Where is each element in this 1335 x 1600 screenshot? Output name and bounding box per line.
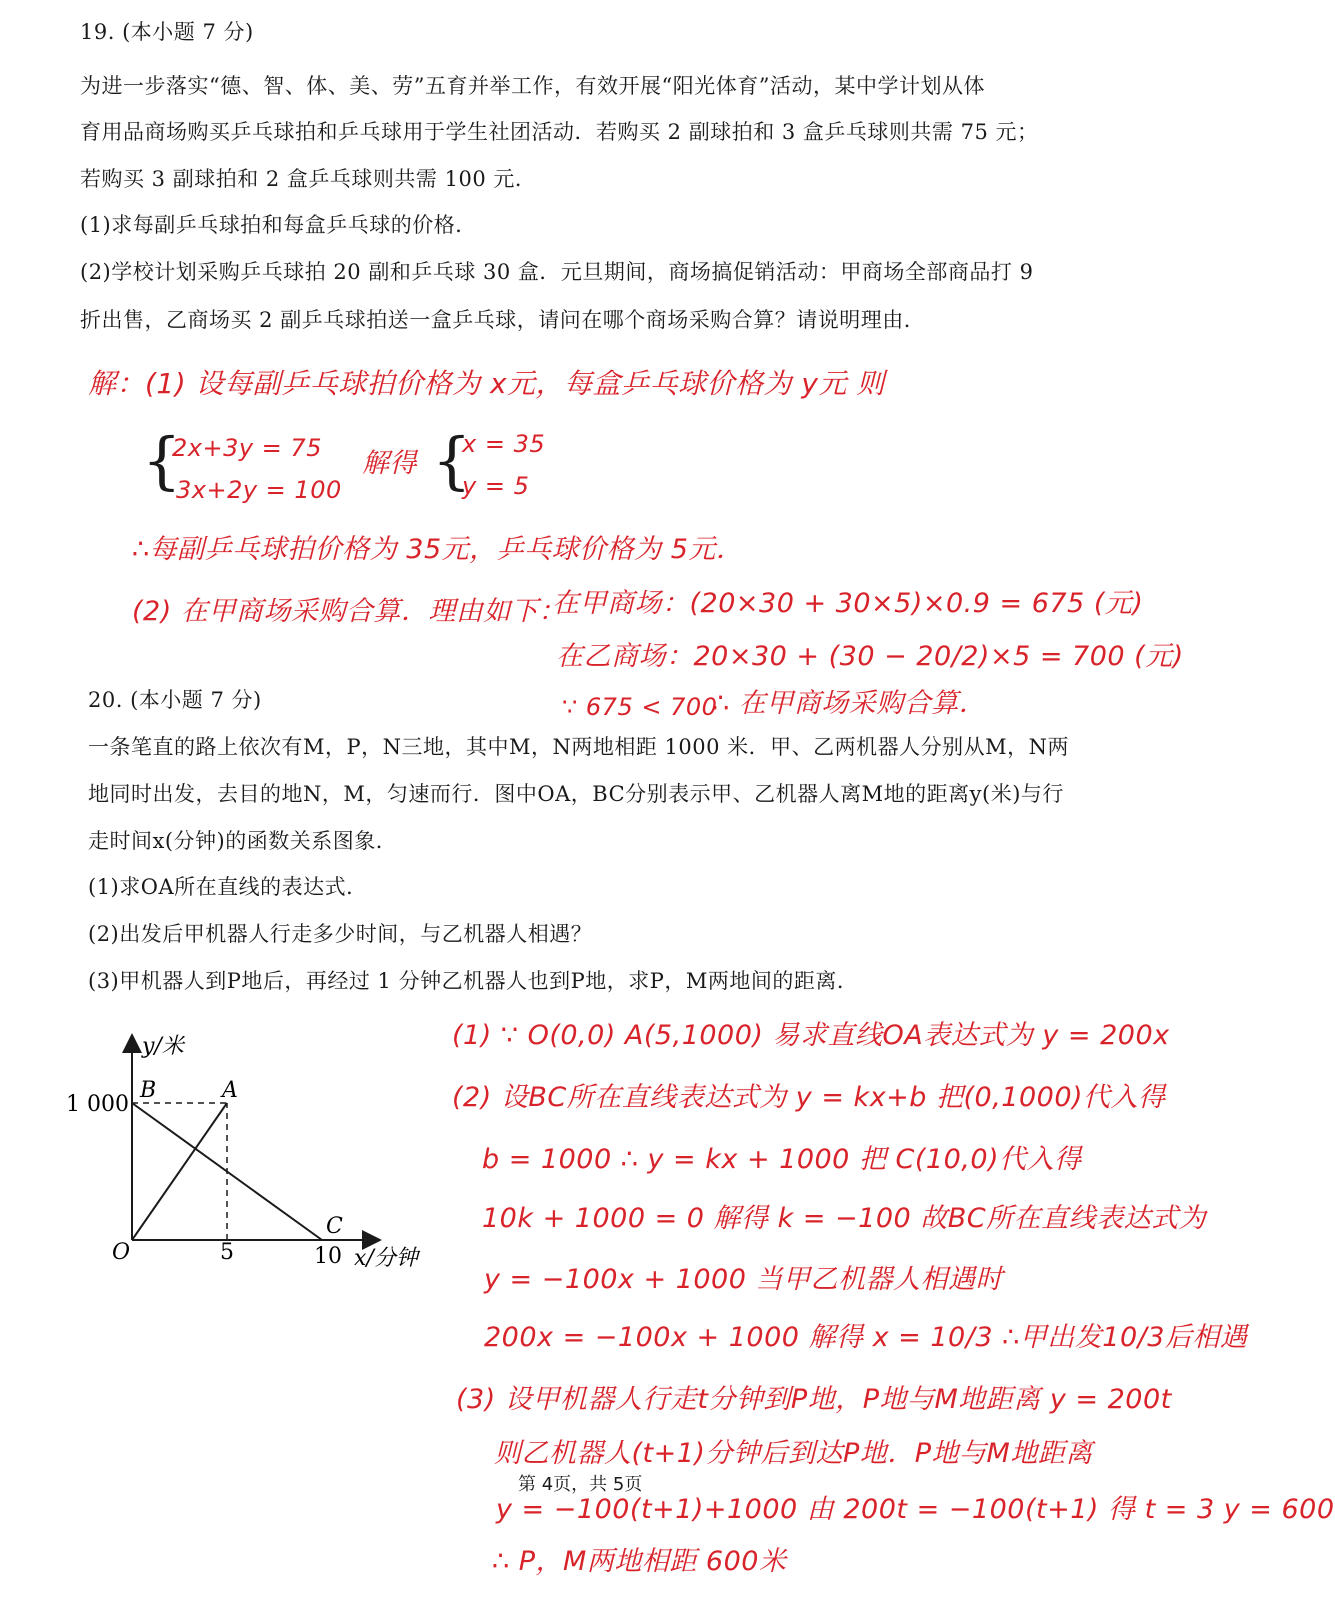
comparison: ∵ 675 < 700 — [562, 693, 718, 721]
q20-part1: (1)求OA所在直线的表达式． — [88, 875, 368, 899]
point-label-c: C — [326, 1214, 343, 1239]
q20-stem-line: 一条笔直的路上依次有M，P，N三地，其中M，N两地相距 1000 米．甲、乙两机器人分别从M，N两 — [88, 735, 1070, 759]
solve-label: 解得 — [362, 448, 417, 479]
solution-brace: { — [432, 424, 472, 497]
equation-1: 2x+3y = 75 — [172, 434, 322, 462]
q19-conclusion: ∴每副乒乓球拍价格为 35元，乒乓球价格为 5元． — [132, 534, 744, 565]
q20-answer-7: (3) 设甲机器人行走t分钟到P地，P地与M地距离 y = 200t — [456, 1384, 1172, 1415]
series-line-bc — [132, 1103, 322, 1240]
q19-part2-intro: (2) 在甲商场采购合算．理由如下： — [132, 596, 566, 627]
solution-y: y = 5 — [462, 472, 530, 500]
x-axis-label: x/分钟 — [354, 1246, 418, 1271]
q20-part2: (2)出发后甲机器人行走多少时间，与乙机器人相遇？ — [88, 922, 593, 946]
q20-answer-4: 10k + 1000 = 0 解得 k = −100 故BC所在直线表达式为 — [482, 1203, 1207, 1234]
point-label-a: A — [222, 1078, 238, 1103]
q20-answer-9: y = −100(t+1)+1000 由 200t = −100(t+1) 得 t = 3 y = 600 — [496, 1494, 1335, 1525]
series-line-oa — [132, 1103, 227, 1240]
function-graph — [60, 1025, 450, 1280]
solution-x: x = 35 — [462, 430, 546, 458]
q19-stem-line: 育用品商场购买乒乓球拍和乒乓球用于学生社团活动．若购买 2 副球拍和 3 盒乒乓球则共需 75 元； — [80, 120, 1039, 144]
q19-final: ∴ 在甲商场采购合算． — [712, 688, 987, 719]
page-number: 第 4页，共 5页 — [518, 1474, 643, 1495]
point-label-b: B — [140, 1078, 157, 1103]
calc-jia: 在甲商场：(20×30 + 30×5)×0.9 = 675 (元) — [552, 588, 1144, 619]
q20-header: 20. (本小题 7 分) — [88, 688, 262, 712]
equation-2: 3x+2y = 100 — [176, 476, 342, 504]
origin-label: O — [112, 1240, 131, 1265]
x-tick-5: 5 — [220, 1240, 234, 1265]
q20-answer-5: y = −100x + 1000 当甲乙机器人相遇时 — [484, 1264, 1003, 1295]
q20-answer-10: ∴ P，M两地相距 600米 — [492, 1546, 787, 1577]
q19-stem-line: 折出售，乙商场买 2 副乒乓球拍送一盒乒乓球，请问在哪个商场采购合算？请说明理由． — [80, 308, 926, 332]
q20-answer-2: (2) 设BC所在直线表达式为 y = kx+b 把(0,1000)代入得 — [452, 1082, 1166, 1113]
q20-answer-6: 200x = −100x + 1000 解得 x = 10/3 ∴甲出发10/3后相遇 — [484, 1322, 1248, 1353]
calc-yi: 在乙商场：20×30 + (30 − 20/2)×5 = 700 (元) — [556, 641, 1184, 672]
x-tick-10: 10 — [314, 1244, 342, 1269]
q19-part1: (1)求每副乒乓球拍和每盒乒乓球的价格． — [80, 213, 477, 237]
q19-stem-line: 若购买 3 副球拍和 2 盒乒乓球则共需 100 元． — [80, 167, 537, 191]
q20-stem-line: 地同时出发，去目的地N，M，匀速而行．图中OA，BC分别表示甲、乙机器人离M地的距离y(米)与行 — [88, 782, 1064, 806]
q20-answer-1: (1) ∵ O(0,0) A(5,1000) 易求直线OA表达式为 y = 200x — [452, 1020, 1170, 1051]
system-brace: { — [142, 424, 182, 497]
q19-answer-setup: 解：(1) 设每副乒乓球拍价格为 x元，每盒乒乓球价格为 y元 则 — [88, 367, 885, 400]
q19-part2: (2)学校计划采购乒乓球拍 20 副和乒乓球 30 盒．元旦期间，商场搞促销活动：甲商场全部商品打 9 — [80, 260, 1034, 284]
q20-answer-8: 则乙机器人(t+1)分钟后到达P地．P地与M地距离 — [494, 1438, 1093, 1469]
q20-stem-line: 走时间x(分钟)的函数关系图象． — [88, 829, 398, 853]
q19-header: 19. (本小题 7 分) — [80, 20, 254, 44]
q19-stem-line: 为进一步落实“德、智、体、美、劳”五育并举工作，有效开展“阳光体育”活动，某中学计划从体 — [80, 74, 985, 98]
q20-answer-3: b = 1000 ∴ y = kx + 1000 把 C(10,0)代入得 — [482, 1144, 1082, 1175]
q20-part3: (3)甲机器人到P地后，再经过 1 分钟乙机器人也到P地，求P，M两地间的距离． — [88, 969, 859, 993]
y-axis-label: y/米 — [142, 1034, 184, 1059]
y-tick-1000: 1 000 — [66, 1092, 129, 1117]
